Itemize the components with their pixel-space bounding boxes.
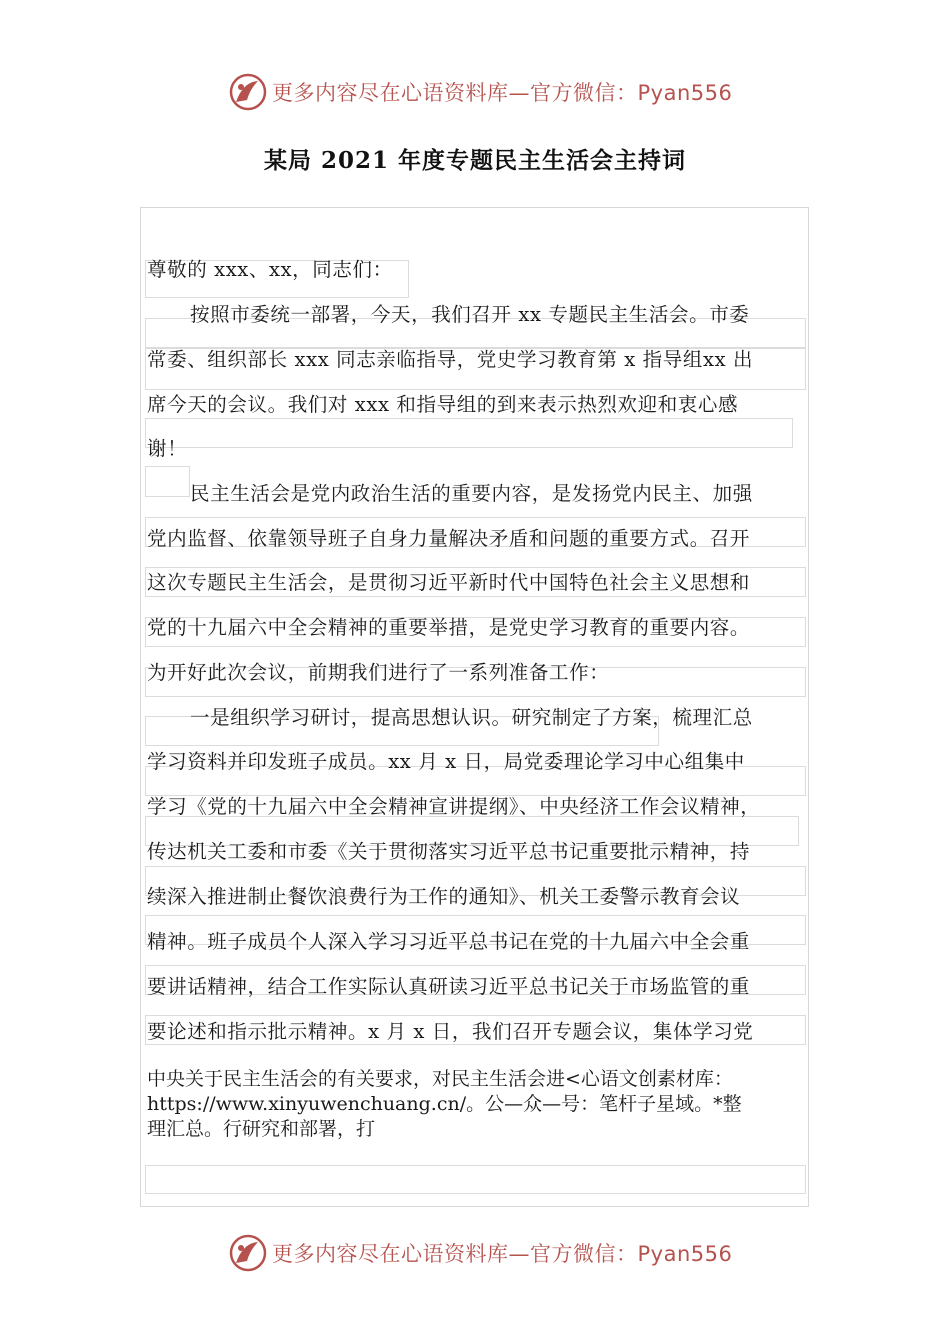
paragraph-line: 谢！	[147, 437, 188, 460]
paragraph-line: 学习资料并印发班子成员。xx 月 x 日，局党委理论学习中心组集中	[147, 750, 745, 773]
paragraph-line: 党内监督、依靠领导班子自身力量解决矛盾和问题的重要方式。召开	[147, 527, 751, 550]
seal-logo-icon	[228, 72, 268, 112]
paragraph-line: 席今天的会议。我们对 xxx 和指导组的到来表示热烈欢迎和衷心感	[147, 393, 739, 416]
text-box-outline	[145, 1165, 806, 1194]
watermark-banner-top	[228, 70, 732, 114]
paragraph-line: 中央关于民主生活会的有关要求，对民主生活会进<心语文创素材库：	[147, 1068, 733, 1090]
salutation-line: 尊敬的 xxx、xx，同志们：	[147, 258, 393, 281]
text-box-outline	[145, 418, 793, 448]
paragraph-line: 按照市委统一部署，今天，我们召开 xx 专题民主生活会。市委	[190, 303, 750, 326]
paragraph-line: 这次专题民主生活会，是贯彻习近平新时代中国特色社会主义思想和	[147, 571, 751, 594]
watermark-text: 更多内容尽在心语资料库—官方微信：Pyan556	[272, 81, 733, 105]
paragraph-line: 续深入推进制止餐饮浪费行为工作的通知》、机关工委警示教育会议	[147, 885, 741, 908]
paragraph-line: 精神。班子成员个人深入学习习近平总书记在党的十九届六中全会重	[147, 930, 751, 953]
watermark-text: 更多内容尽在心语资料库—官方微信：Pyan556	[272, 1242, 733, 1266]
seal-logo-icon	[228, 1233, 268, 1273]
paragraph-line: 要论述和指示批示精神。x 月 x 日，我们召开专题会议，集体学习党	[147, 1020, 754, 1043]
paragraph-line: https://www.xinyuwenchuang.cn/。公—众—号：笔杆子星域。*整	[147, 1093, 742, 1115]
paragraph-line: 要讲话精神，结合工作实际认真研读习近平总书记关于市场监管的重	[147, 975, 751, 998]
paragraph-line: 党的十九届六中全会精神的重要举措，是党史学习教育的重要内容。	[147, 616, 751, 639]
paragraph-line: 学习《党的十九届六中全会精神宣讲提纲》、中央经济工作会议精神，	[147, 795, 761, 818]
paragraph-line: 传达机关工委和市委《关于贯彻落实习近平总书记重要批示精神，持	[147, 840, 751, 863]
paragraph-line: 民主生活会是党内政治生活的重要内容，是发扬党内民主、加强	[190, 482, 753, 505]
paragraph-line: 理汇总。行研究和部署，打	[147, 1118, 376, 1140]
paragraph-line: 为开好此次会议，前期我们进行了一系列准备工作：	[147, 661, 610, 684]
text-box-outline	[145, 466, 190, 497]
document-title: 某局 2021 年度专题民主生活会主持词	[263, 147, 687, 174]
paragraph-line: 一是组织学习研讨，提高思想认识。研究制定了方案，梳理汇总	[190, 706, 753, 729]
paragraph-line: 常委、组织部长 xxx 同志亲临指导，党史学习教育第 x 指导组xx 出	[147, 348, 754, 371]
watermark-banner-bottom	[228, 1231, 732, 1275]
